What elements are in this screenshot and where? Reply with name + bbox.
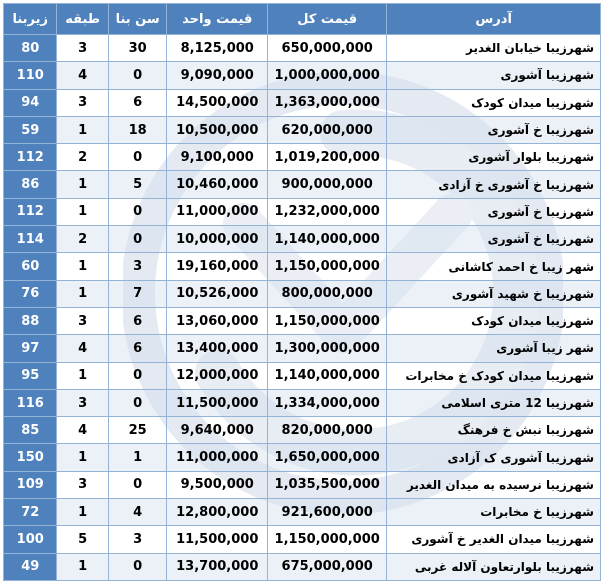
- header-address: آدرس: [387, 4, 601, 35]
- cell-building-age: 0: [108, 389, 167, 416]
- cell-area: 112: [4, 144, 57, 171]
- cell-building-age: 5: [108, 171, 167, 198]
- cell-floor: 5: [57, 526, 108, 553]
- cell-unit-price: 11,000,000: [167, 444, 268, 471]
- cell-address: شهرزیبا خ آشوری: [387, 116, 601, 143]
- cell-area: 80: [4, 35, 57, 62]
- cell-address: شهرزیبا میدان کودک: [387, 89, 601, 116]
- cell-area: 85: [4, 417, 57, 444]
- cell-address: شهرزیبا 12 متری اسلامی: [387, 389, 601, 416]
- cell-address: شهرزیبا خ آشوری خ آزادی: [387, 171, 601, 198]
- cell-area: 86: [4, 171, 57, 198]
- cell-address: شهرزیبا نرسیده به میدان الغدیر: [387, 471, 601, 498]
- cell-total-price: 900,000,000: [268, 171, 387, 198]
- cell-building-age: 30: [108, 35, 167, 62]
- cell-unit-price: 9,100,000: [167, 144, 268, 171]
- cell-floor: 4: [57, 62, 108, 89]
- table-row: [4, 226, 601, 253]
- cell-area: 72: [4, 499, 57, 526]
- cell-building-age: 0: [108, 362, 167, 389]
- cell-building-age: 1: [108, 444, 167, 471]
- cell-floor: 3: [57, 389, 108, 416]
- cell-area: 59: [4, 116, 57, 143]
- cell-floor: 1: [57, 444, 108, 471]
- table-row: [4, 89, 601, 116]
- cell-total-price: 1,150,000,000: [268, 253, 387, 280]
- cell-address: شهرزیبا آشوری ک آزادی: [387, 444, 601, 471]
- cell-floor: 1: [57, 116, 108, 143]
- table-row: [4, 553, 601, 580]
- property-listing-table: [3, 3, 601, 581]
- cell-unit-price: 19,160,000: [167, 253, 268, 280]
- cell-total-price: 1,334,000,000: [268, 389, 387, 416]
- cell-area: 112: [4, 198, 57, 225]
- cell-building-age: 0: [108, 144, 167, 171]
- cell-building-age: 0: [108, 198, 167, 225]
- cell-floor: 1: [57, 362, 108, 389]
- cell-area: 60: [4, 253, 57, 280]
- cell-floor: 1: [57, 499, 108, 526]
- cell-building-age: 0: [108, 62, 167, 89]
- cell-unit-price: 11,500,000: [167, 389, 268, 416]
- cell-floor: 1: [57, 253, 108, 280]
- table-row: [4, 335, 601, 362]
- table-row: [4, 35, 601, 62]
- cell-address: شهرزیبا خ آشوری: [387, 226, 601, 253]
- cell-address: شهرزیبا خ آشوری: [387, 198, 601, 225]
- cell-total-price: 1,650,000,000: [268, 444, 387, 471]
- table-row: [4, 171, 601, 198]
- cell-unit-price: 11,000,000: [167, 198, 268, 225]
- table-row: [4, 253, 601, 280]
- header-unit-price: قیمت واحد: [167, 4, 268, 35]
- header-total-price: قیمت کل: [268, 4, 387, 35]
- cell-building-age: 0: [108, 553, 167, 580]
- cell-total-price: 800,000,000: [268, 280, 387, 307]
- cell-floor: 3: [57, 307, 108, 334]
- table-row: [4, 444, 601, 471]
- cell-total-price: 820,000,000: [268, 417, 387, 444]
- cell-building-age: 7: [108, 280, 167, 307]
- table-row: [4, 144, 601, 171]
- cell-address: شهر زیبا خ احمد کاشانی: [387, 253, 601, 280]
- cell-unit-price: 13,400,000: [167, 335, 268, 362]
- cell-area: 97: [4, 335, 57, 362]
- cell-total-price: 1,140,000,000: [268, 226, 387, 253]
- cell-address: شهرزیبا میدان کودک: [387, 307, 601, 334]
- table-row: [4, 526, 601, 553]
- cell-total-price: 1,150,000,000: [268, 307, 387, 334]
- cell-unit-price: 8,125,000: [167, 35, 268, 62]
- cell-floor: 1: [57, 280, 108, 307]
- cell-address: شهرزیبا میدان الغدیر خ آشوری: [387, 526, 601, 553]
- cell-area: 94: [4, 89, 57, 116]
- cell-floor: 3: [57, 35, 108, 62]
- cell-total-price: 1,150,000,000: [268, 526, 387, 553]
- cell-unit-price: 10,000,000: [167, 226, 268, 253]
- cell-address: شهرزیبا خ مخابرات: [387, 499, 601, 526]
- cell-total-price: 1,363,000,000: [268, 89, 387, 116]
- cell-address: شهرزیبا بلوار آشوری: [387, 144, 601, 171]
- cell-address: شهرزیبا خیابان الغدیر: [387, 35, 601, 62]
- header-building-age: سن بنا: [108, 4, 167, 35]
- cell-building-age: 6: [108, 89, 167, 116]
- cell-floor: 3: [57, 89, 108, 116]
- table-row: [4, 62, 601, 89]
- cell-unit-price: 13,700,000: [167, 553, 268, 580]
- cell-floor: 3: [57, 471, 108, 498]
- cell-address: شهرزیبا میدان کودک خ مخابرات: [387, 362, 601, 389]
- cell-unit-price: 12,800,000: [167, 499, 268, 526]
- cell-floor: 1: [57, 553, 108, 580]
- cell-total-price: 650,000,000: [268, 35, 387, 62]
- cell-address: شهرزیبا خ شهید آشوری: [387, 280, 601, 307]
- table-row: [4, 362, 601, 389]
- cell-total-price: 620,000,000: [268, 116, 387, 143]
- cell-floor: 4: [57, 417, 108, 444]
- cell-floor: 1: [57, 171, 108, 198]
- header-floor: طبقه: [57, 4, 108, 35]
- cell-area: 114: [4, 226, 57, 253]
- table-row: [4, 417, 601, 444]
- cell-building-age: 3: [108, 526, 167, 553]
- cell-area: 76: [4, 280, 57, 307]
- cell-unit-price: 12,000,000: [167, 362, 268, 389]
- cell-address: شهرزیبا آشوری: [387, 62, 601, 89]
- table-row: [4, 499, 601, 526]
- cell-total-price: 1,232,000,000: [268, 198, 387, 225]
- cell-address: شهرزیبا بلوارتعاون آلاله غربی: [387, 553, 601, 580]
- table-row: [4, 198, 601, 225]
- cell-unit-price: 9,500,000: [167, 471, 268, 498]
- cell-area: 88: [4, 307, 57, 334]
- cell-area: 116: [4, 389, 57, 416]
- cell-building-age: 0: [108, 471, 167, 498]
- cell-building-age: 18: [108, 116, 167, 143]
- cell-area: 109: [4, 471, 57, 498]
- table-row: [4, 471, 601, 498]
- cell-building-age: 4: [108, 499, 167, 526]
- cell-building-age: 3: [108, 253, 167, 280]
- cell-total-price: 1,019,200,000: [268, 144, 387, 171]
- cell-total-price: 1,140,000,000: [268, 362, 387, 389]
- cell-unit-price: 9,090,000: [167, 62, 268, 89]
- cell-unit-price: 11,500,000: [167, 526, 268, 553]
- cell-building-age: 6: [108, 307, 167, 334]
- cell-floor: 4: [57, 335, 108, 362]
- cell-floor: 2: [57, 144, 108, 171]
- table-row: [4, 116, 601, 143]
- header-area: زیربنا: [4, 4, 57, 35]
- cell-building-age: 25: [108, 417, 167, 444]
- cell-total-price: 1,000,000,000: [268, 62, 387, 89]
- cell-area: 49: [4, 553, 57, 580]
- cell-area: 100: [4, 526, 57, 553]
- cell-unit-price: 14,500,000: [167, 89, 268, 116]
- cell-unit-price: 10,526,000: [167, 280, 268, 307]
- cell-unit-price: 9,640,000: [167, 417, 268, 444]
- cell-total-price: 921,600,000: [268, 499, 387, 526]
- cell-area: 150: [4, 444, 57, 471]
- cell-floor: 1: [57, 198, 108, 225]
- cell-total-price: 1,035,500,000: [268, 471, 387, 498]
- cell-total-price: 1,300,000,000: [268, 335, 387, 362]
- cell-unit-price: 10,460,000: [167, 171, 268, 198]
- cell-building-age: 6: [108, 335, 167, 362]
- table-row: [4, 280, 601, 307]
- table-row: [4, 389, 601, 416]
- cell-unit-price: 10,500,000: [167, 116, 268, 143]
- cell-address: شهر زیبا آشوری: [387, 335, 601, 362]
- cell-building-age: 0: [108, 226, 167, 253]
- cell-floor: 2: [57, 226, 108, 253]
- table-header-row: [4, 4, 601, 35]
- cell-unit-price: 13,060,000: [167, 307, 268, 334]
- listing-table-container: [3, 3, 601, 584]
- table-row: [4, 307, 601, 334]
- cell-address: شهرزیبا نبش خ فرهنگ: [387, 417, 601, 444]
- cell-area: 110: [4, 62, 57, 89]
- cell-area: 95: [4, 362, 57, 389]
- cell-total-price: 675,000,000: [268, 553, 387, 580]
